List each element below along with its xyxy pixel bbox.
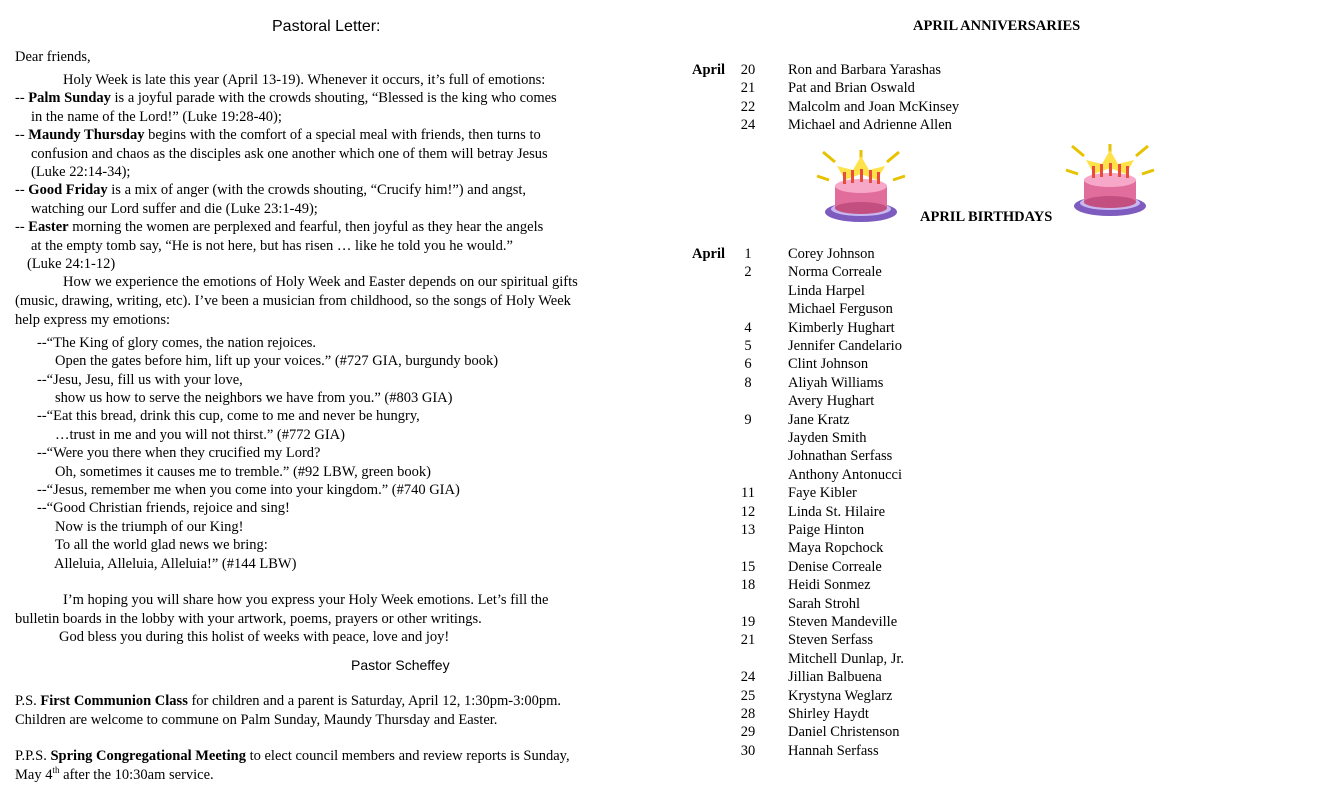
gifts-line-3: help express my emotions: [15,312,171,328]
gifts-line-2: (music, drawing, writing, etc). I’ve been a musician from childhood, so the songs of Holy Week [15,293,571,309]
list-item-name: Sarah Strohl [788,595,861,612]
list-item-day: 13 [740,522,756,538]
list-item-day: 1 [744,246,752,262]
closing-line-2: bulletin boards in the lobby with your artwork, poems, prayers or other writings. [15,611,482,627]
list-item-name: Paige Hinton [788,522,865,538]
list-item-day: 29 [740,724,756,741]
song-line: --“Were you there when they crucified my Lord? [37,445,321,461]
song-line: Open the gates before him, lift up your voices.” (#727 GIA, burgundy book) [55,353,499,369]
list-item-name: Jane Kratz [788,411,850,428]
list-item-day: 28 [740,706,756,722]
birthdays-month: April [692,246,726,262]
list-item-name: Jennifer Candelario [788,338,902,354]
item-good-friday-cont: watching our Lord suffer and die (Luke 23:1-49); [31,201,318,217]
list-item-name: Jayden Smith [788,430,867,446]
list-item-day: 15 [740,558,756,575]
list-item-name: Mitchell Dunlap, Jr. [788,650,904,667]
list-item-name: Anthony Antonucci [788,466,902,483]
pps-line-2: May 4th after the 10:30am service. [15,765,214,783]
item-easter-cont1: at the empty tomb say, “He is not here, but has risen … like he told you he would.” [31,238,513,254]
list-item-name: Kimberly Hughart [788,319,895,336]
item-easter-cont2: (Luke 24:1-12) [27,256,116,272]
list-item-name: Hannah Serfass [788,742,879,759]
item-palm-sunday-cont: in the name of the Lord!” (Luke 19:28-40); [31,109,282,125]
song-line: --“Good Christian friends, rejoice and sing! [37,500,290,516]
ps-line-1: P.S. First Communion Class for children and a parent is Saturday, April 12, 1:30pm-3:00pm. [15,693,562,709]
song-line: show us how to serve the neighbors we have from you.” (#803 GIA) [55,390,453,406]
item-palm-sunday: -- Palm Sunday is a joyful parade with the crowds shouting, “Blessed is the king who comes [15,90,557,106]
birthdays-heading: APRIL BIRTHDAYS [920,209,1053,225]
song-line: --“Eat this bread, drink this cup, come to me and never be hungry, [37,408,420,424]
list-item-name: Maya Ropchock [788,540,884,557]
list-item-day: 8 [744,374,752,391]
song-line: Now is the triumph of our King! [55,519,244,535]
closing-line-1: I’m hoping you will share how you express your Holy Week emotions. Let’s fill the [63,592,549,608]
list-item-name: Ron and Barbara Yarashas [788,62,942,78]
letter-greeting: Dear friends, [15,49,91,65]
list-item-day: 20 [740,62,756,78]
list-item-name: Jillian Balbuena [788,669,882,686]
song-line: To all the world glad news we bring: [55,537,268,553]
list-item-day: 12 [740,503,756,520]
song-line: Oh, sometimes it causes me to tremble.” (#92 LBW, green book) [55,464,431,480]
list-item-day: 11 [741,485,755,502]
letter-title: Pastoral Letter: [272,18,381,35]
list-item-name: Heidi Sonmez [788,577,871,594]
list-item-day: 21 [740,80,756,97]
list-item-day: 25 [740,687,756,704]
anniversaries-heading: APRIL ANNIVERSARIES [913,18,1081,34]
list-item-day: 2 [744,264,752,281]
song-line: …trust in me and you will not thirst.” (#772 GIA) [55,427,345,443]
item-easter: -- Easter morning the women are perplexed and fearful, then joyful as they hear the angels [15,219,544,235]
list-item-day: 5 [744,338,752,354]
list-item-name: Steven Serfass [788,632,873,649]
list-item-day: 4 [744,319,752,336]
list-item-name: Steven Mandeville [788,614,898,630]
list-item-name: Johnathan Serfass [788,448,893,465]
list-item-name: Avery Hughart [788,393,875,410]
list-item-name: Pat and Brian Oswald [788,80,915,97]
list-item-day: 9 [744,411,752,428]
list-item-name: Aliyah Williams [788,374,884,391]
item-maundy-thursday-cont1: confusion and chaos as the disciples ask one another which one of them will betray Jesus [31,146,548,162]
song-line: --“Jesu, Jesu, fill us with your love, [37,372,243,388]
list-item-name: Norma Correale [788,264,882,281]
birthday-cake-icon [815,150,907,226]
list-item-name: Malcolm and Joan McKinsey [788,98,960,115]
list-item-name: Linda Harpel [788,282,865,299]
list-item-day: 30 [740,742,756,759]
item-good-friday: -- Good Friday is a mix of anger (with the crowds shouting, “Crucify him!”) and angst, [15,182,527,198]
list-item-day: 21 [740,632,756,649]
gifts-line-1: How we experience the emotions of Holy Week and Easter depends on our spiritual gifts [63,274,578,290]
closing-line-3: God bless you during this holist of weeks with peace, love and joy! [59,629,450,645]
song-line: --“The King of glory comes, the nation rejoices. [37,335,317,351]
list-item-name: Linda St. Hilaire [788,503,886,520]
list-item-name: Denise Correale [788,558,882,575]
list-item-name: Krystyna Weglarz [788,687,893,704]
item-maundy-thursday-cont2: (Luke 22:14-34); [31,164,131,180]
list-item-day: 18 [740,577,756,594]
song-line: --“Jesus, remember me when you come into your kingdom.” (#740 GIA) [37,482,460,498]
list-item-day: 24 [740,117,756,134]
list-item-name: Clint Johnson [788,356,869,373]
list-item-name: Daniel Christenson [788,724,900,741]
item-maundy-thursday: -- Maundy Thursday begins with the comfort of a special meal with friends, then turns to [15,127,541,143]
anniversaries-month: April [692,62,726,78]
list-item-name: Shirley Haydt [788,706,869,722]
birthday-cake-icon [1064,144,1156,220]
list-item-day: 24 [740,669,756,686]
list-item-name: Michael Ferguson [788,301,893,318]
list-item-day: 6 [744,356,752,373]
pps-line-1: P.P.S. Spring Congregational Meeting to elect council members and review reports is Sunday, [15,748,570,764]
song-line: Alleluia, Alleluia, Alleluia!” (#144 LBW) [54,556,297,572]
ps-line-2: Children are welcome to commune on Palm Sunday, Maundy Thursday and Easter. [15,712,498,728]
list-item-name: Faye Kibler [788,485,857,502]
list-item-day: 22 [740,98,756,115]
list-item-name: Michael and Adrienne Allen [788,117,952,134]
list-item-day: 19 [740,614,756,630]
letter-intro: Holy Week is late this year (April 13-19). Whenever it occurs, it’s full of emotions: [63,72,546,88]
list-item-name: Corey Johnson [788,246,875,262]
signature: Pastor Scheffey [351,657,450,673]
